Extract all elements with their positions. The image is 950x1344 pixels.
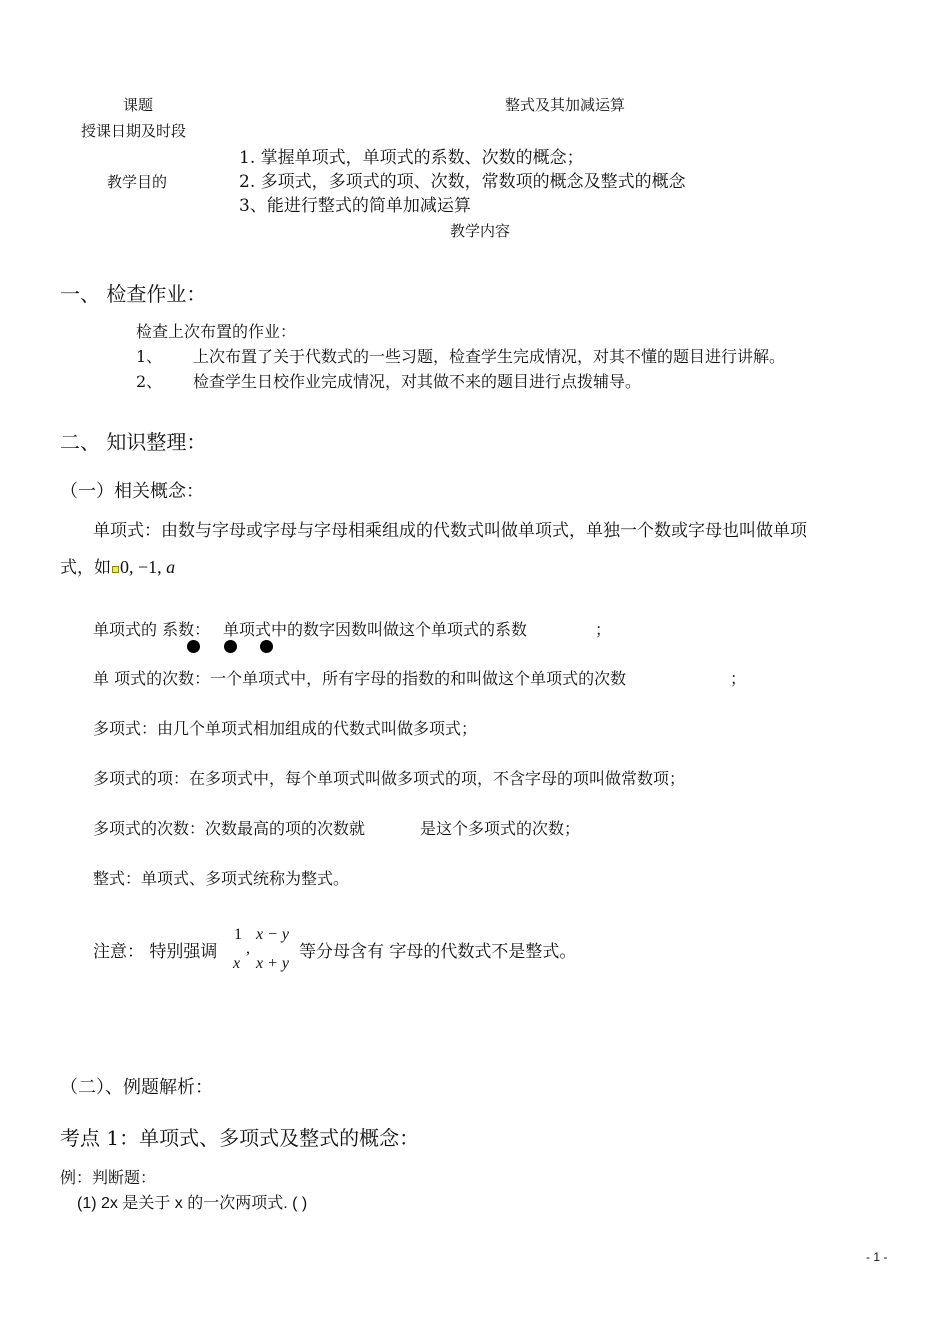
- section-2-sub1: （一）相关概念：: [60, 481, 204, 502]
- note-text-a: 注意： 特别强调: [93, 942, 218, 962]
- monomial-degree-text: 单 项式的次数：一个单项式中，所有字母的指数的和叫做这个单项式的次数: [93, 669, 627, 688]
- topic-value: 整式及其加减运算: [505, 96, 626, 114]
- emphasis-dot-icon: [187, 640, 200, 653]
- polynomial-degree-b: 是这个多项式的次数；: [420, 819, 581, 838]
- monomial-example-var: a: [166, 557, 176, 577]
- monomial-definition-line2: 式，如 0, −1, a: [60, 557, 176, 578]
- section-3-title: （二）、例题解析：: [60, 1077, 213, 1098]
- monomial-degree-end: ；: [730, 669, 747, 688]
- fraction-1-numerator: 1: [234, 926, 242, 943]
- topic-label: 课题: [123, 96, 154, 114]
- note-text-b: 等分母含有 字母的代数式不是整式。: [299, 942, 577, 962]
- date-label: 授课日期及时段: [81, 122, 187, 140]
- section-1-item-1-num: 1、: [136, 347, 163, 366]
- coefficient-end: ；: [595, 620, 612, 639]
- polynomial-definition: 多项式：由几个单项式相加组成的代数式叫做多项式；: [93, 719, 478, 738]
- goal-item-3: 3、能进行整式的简单加减运算: [239, 196, 471, 216]
- point-1-title: 考点 1：单项式、多项式及整式的概念：: [60, 1126, 420, 1150]
- coefficient-label: 单项式的 系数：: [93, 620, 211, 639]
- monomial-definition-line1: 单项式：由数与字母或字母与字母相乘组成的代数式叫做单项式，单独一个数或字母也叫做单项: [93, 521, 807, 541]
- polynomial-term: 多项式的项：在多项式中，每个单项式叫做多项式的项，不含字母的项叫做常数项；: [93, 769, 686, 788]
- section-1-item-1-text: 上次布置了关于代数式的一些习题，检查学生完成情况，对其不懂的题目进行讲解。: [193, 347, 786, 366]
- emphasis-dot-icon: [224, 640, 237, 653]
- coefficient-text: 单项式中的数字因数叫做这个单项式的系数: [223, 620, 528, 639]
- section-2-title: 二、 知识整理：: [60, 430, 207, 454]
- content-label: 教学内容: [450, 222, 511, 240]
- emphasis-dot-icon: [260, 640, 273, 653]
- anchor-marker: [112, 566, 119, 573]
- fraction-separator: ,: [246, 940, 250, 957]
- section-1-title: 一、 检查作业：: [60, 282, 207, 306]
- integral-expression-definition: 整式：单项式、多项式统称为整式。: [93, 869, 350, 888]
- section-1-item-2-num: 2、: [136, 372, 163, 391]
- goal-item-2: 2. 多项式，多项式的项、次数，常数项的概念及整式的概念: [239, 172, 686, 192]
- section-1-item-2-text: 检查学生日校作业完成情况，对其做不来的题目进行点拨辅导。: [193, 372, 642, 391]
- fraction-2-numerator: x − y: [256, 926, 289, 943]
- fraction-1-denominator: x: [233, 955, 241, 972]
- question-1: (1) 2x 是关于 x 的一次两项式. ( ): [77, 1195, 308, 1212]
- fraction-2-denominator: x + y: [256, 955, 289, 972]
- example-label: 例：判断题：: [60, 1168, 157, 1187]
- section-1-intro: 检查上次布置的作业：: [136, 322, 297, 341]
- goal-label: 教学目的: [107, 173, 168, 191]
- goal-item-1: 1. 掌握单项式，单项式的系数、次数的概念；: [239, 148, 584, 168]
- page-number: - 1 -: [866, 1250, 888, 1264]
- monomial-example-nums: 0, −1,: [120, 557, 167, 577]
- polynomial-degree-a: 多项式的次数：次数最高的项的次数就: [93, 819, 366, 838]
